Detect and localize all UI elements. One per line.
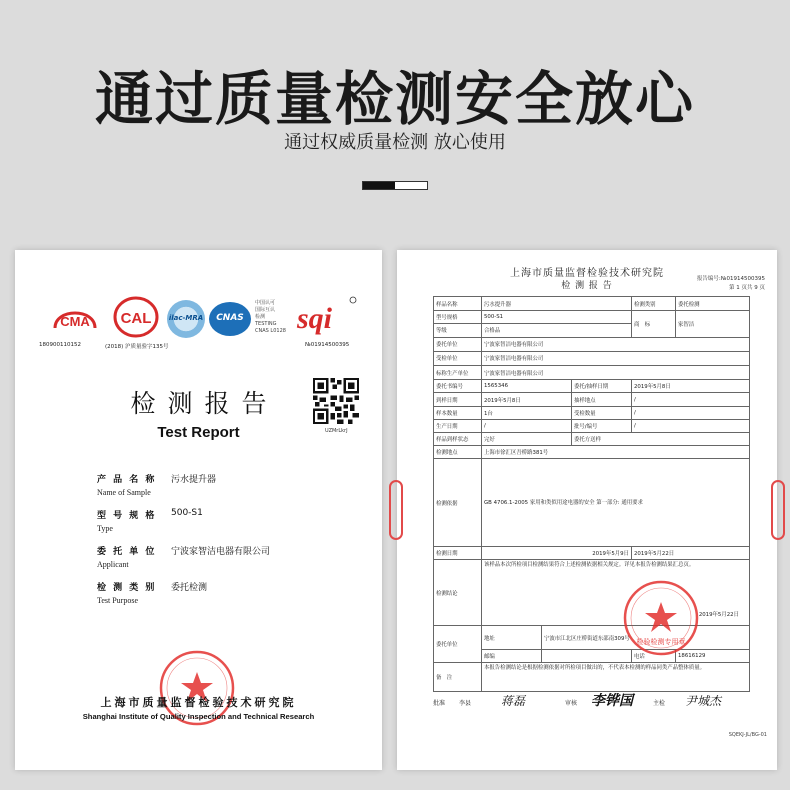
table-cell: 受检单位 xyxy=(434,351,482,365)
qr-code-text: UZMrLkrJ xyxy=(325,428,348,434)
cnas-meta xyxy=(255,300,286,335)
table-cell: 样品到样状态 xyxy=(434,432,482,445)
field-value: 宁波家智洁电器有限公司 xyxy=(171,547,271,557)
table-cell: 商 标 xyxy=(632,311,676,337)
table-cell: 委托检测 xyxy=(676,297,750,311)
field-label: 型 号 规 格 xyxy=(97,511,157,521)
signed-date: 2019年5月22日 xyxy=(698,612,739,618)
table-cell: GB 4706.1-2005 家用和类似用途电器的安全 第一部分: 通用要求 xyxy=(482,459,750,547)
table-cell: 备 注 xyxy=(434,663,482,692)
ilac-text: ilac-MRA xyxy=(168,314,204,322)
table-row xyxy=(434,626,750,650)
cal-text: CAL xyxy=(120,310,152,327)
page-subtitle: 通过权威质量检测 放心使用 xyxy=(284,132,506,153)
cover-title-cn: 检测报告 xyxy=(130,389,279,418)
table-cell: 宁波家智洁电器有限公司 xyxy=(482,337,750,351)
divider-bar xyxy=(362,181,428,190)
table-cell: 委托方送样 xyxy=(572,432,750,445)
table-row xyxy=(434,560,750,626)
cma-code: 180900110152 xyxy=(39,342,81,348)
table-cell: 委托/抽样日期 xyxy=(572,380,632,393)
report-subheading: 检 测 报 告 xyxy=(561,281,613,291)
ilac-mra-logo-icon xyxy=(167,300,205,338)
field-label-en: Test Purpose xyxy=(97,596,138,605)
table-cell: 本报告检测结论是根据检测依据对所检项目做出的，不代表本检测的样品同类产品整体质量。 xyxy=(482,663,750,692)
qr-code-icon[interactable] xyxy=(313,378,359,424)
table-cell: 宁波市江北区庄桥街道东邵南309号 xyxy=(542,626,750,650)
cnas-meta-line: 中国认可 xyxy=(255,300,276,306)
table-cell: 宁波家智洁电器有限公司 xyxy=(482,366,750,380)
table-row xyxy=(434,351,750,365)
cma-text: CMA xyxy=(60,314,90,329)
table-row xyxy=(434,650,750,663)
table-cell: / xyxy=(632,393,750,406)
table-cell: 2019年5月9日 xyxy=(482,547,632,560)
table-row xyxy=(434,446,750,459)
table-row xyxy=(434,663,750,692)
report-cover-page xyxy=(15,250,382,770)
report-page-info: 第 1 页共 9 页 xyxy=(729,285,765,291)
table-cell: / xyxy=(632,406,750,419)
report-number: 报告编号:№01914500395 xyxy=(696,276,765,282)
cnas-meta-line: 国际互认 xyxy=(255,307,276,313)
red-seal-icon xyxy=(621,578,701,658)
institute-name-cn: 上海市质量监督检验技术研究院 xyxy=(100,696,297,709)
table-row xyxy=(434,459,750,547)
table-cell: 完好 xyxy=(482,432,572,445)
table-cell: 样本数量 xyxy=(434,406,482,419)
page-title: 通过质量检测安全放心 xyxy=(94,65,695,133)
table-cell: 受检数量 xyxy=(572,406,632,419)
report-table xyxy=(433,296,750,692)
field-value: 500-S1 xyxy=(171,508,203,518)
signature-2: 李铧国 xyxy=(591,693,633,709)
table-row xyxy=(434,380,750,393)
cnas-logo-icon xyxy=(209,302,251,336)
table-row xyxy=(434,337,750,351)
table-cell: 1565346 xyxy=(482,380,572,393)
table-cell: / xyxy=(632,419,750,432)
table-cell: 生产日期 xyxy=(434,419,482,432)
table-cell: 电话 xyxy=(632,650,676,663)
side-seal-left-icon xyxy=(389,480,403,540)
cnas-meta-line: CNAS L0128 xyxy=(255,328,286,334)
sqi-logo-icon xyxy=(295,294,357,336)
table-cell: 检测结论 xyxy=(434,560,482,626)
table-row xyxy=(434,432,750,445)
approve-name: 李县 xyxy=(459,700,472,707)
table-cell: 型号规格 xyxy=(434,311,482,324)
table-cell: 2019年5月22日 xyxy=(632,547,750,560)
table-cell: 标称生产单位 xyxy=(434,366,482,380)
table-cell: 等级 xyxy=(434,324,482,337)
table-cell: 合格品 xyxy=(482,324,632,337)
table-cell: 宁波家智洁电器有限公司 xyxy=(482,351,750,365)
side-seal-right-icon xyxy=(771,480,785,540)
cover-title-en: Test Report xyxy=(157,424,240,441)
table-cell: 1台 xyxy=(482,406,572,419)
table-cell: 委托书编号 xyxy=(434,380,482,393)
table-cell: 委托单位 xyxy=(434,626,482,663)
table-cell: 样品名称 xyxy=(434,297,482,311)
field-label-en: Name of Sample xyxy=(97,488,151,497)
table-cell: 污水提升器 xyxy=(482,297,632,311)
table-cell xyxy=(482,560,750,626)
table-cell: 抽样地点 xyxy=(572,393,632,406)
report-detail-page xyxy=(397,250,777,770)
table-row xyxy=(434,311,750,324)
institute-name-en: Shanghai Institute of Quality Inspection and Technical Research xyxy=(82,712,315,721)
table-cell: 到样日期 xyxy=(434,393,482,406)
field-sample-name xyxy=(97,472,217,497)
signature-3: 尹城杰 xyxy=(685,694,722,708)
table-row xyxy=(434,297,750,311)
table-row xyxy=(434,547,750,560)
table-cell: 邮编 xyxy=(482,650,542,663)
conclusion-text: 该样品本次所检项目检测结果符合上述检测依据相关规定。详见本报告检测结果汇总页。 xyxy=(484,562,695,569)
table-cell: 2019年5月8日 xyxy=(632,380,750,393)
review-label: 审核 xyxy=(565,700,578,707)
table-row xyxy=(434,393,750,406)
sqi-text: sqi xyxy=(297,302,333,335)
table-cell: 18616129 xyxy=(676,650,750,663)
field-label-en: Type xyxy=(97,524,113,533)
cal-code: (2018) 沪质量验字135号 xyxy=(105,344,169,350)
cal-logo-icon xyxy=(113,296,159,338)
field-value: 委托检测 xyxy=(171,583,208,593)
table-cell: / xyxy=(482,419,572,432)
field-applicant xyxy=(97,544,271,569)
table-cell: 检测依据 xyxy=(434,459,482,547)
field-label-en: Applicant xyxy=(97,560,129,569)
table-cell: 家智洁 xyxy=(676,311,750,337)
cnas-meta-line: TESTING xyxy=(255,321,277,327)
table-cell: 检测类别 xyxy=(632,297,676,311)
table-row xyxy=(434,366,750,380)
field-label: 检 测 类 别 xyxy=(97,583,157,593)
report-heading: 上海市质量监督检验技术研究院 xyxy=(510,268,664,279)
table-cell: 地址 xyxy=(482,626,542,650)
approve-label: 批准 xyxy=(433,700,446,707)
sqi-code: №01914500395 xyxy=(305,342,350,348)
table-row xyxy=(434,419,750,432)
main-inspector-label: 主检 xyxy=(653,700,666,707)
field-value: 污水提升器 xyxy=(171,475,217,485)
table-cell: 2019年5月8日 xyxy=(482,393,572,406)
field-test-purpose xyxy=(97,580,208,605)
cnas-text: CNAS xyxy=(216,313,244,323)
field-label: 委 托 单 位 xyxy=(97,547,157,557)
table-cell: 批号/编号 xyxy=(572,419,632,432)
report-footer-code: SQEKJ-JL/BG-01 xyxy=(728,732,767,738)
table-row xyxy=(434,406,750,419)
field-label: 产 品 名 称 xyxy=(97,475,157,485)
table-cell: 检测地点 xyxy=(434,446,482,459)
cnas-meta-line: 检测 xyxy=(255,314,266,320)
cma-logo-icon xyxy=(51,302,99,334)
seal-text: 检验检测专用章 xyxy=(636,638,686,646)
table-cell: 500-S1 xyxy=(482,311,632,324)
table-cell: 检测日期 xyxy=(434,547,482,560)
table-cell: 上海市徐汇区吾桥路381号 xyxy=(482,446,750,459)
table-cell: 委托单位 xyxy=(434,337,482,351)
field-type xyxy=(97,508,203,533)
signature-1: 蒋磊 xyxy=(501,694,526,708)
table-cell xyxy=(542,650,632,663)
